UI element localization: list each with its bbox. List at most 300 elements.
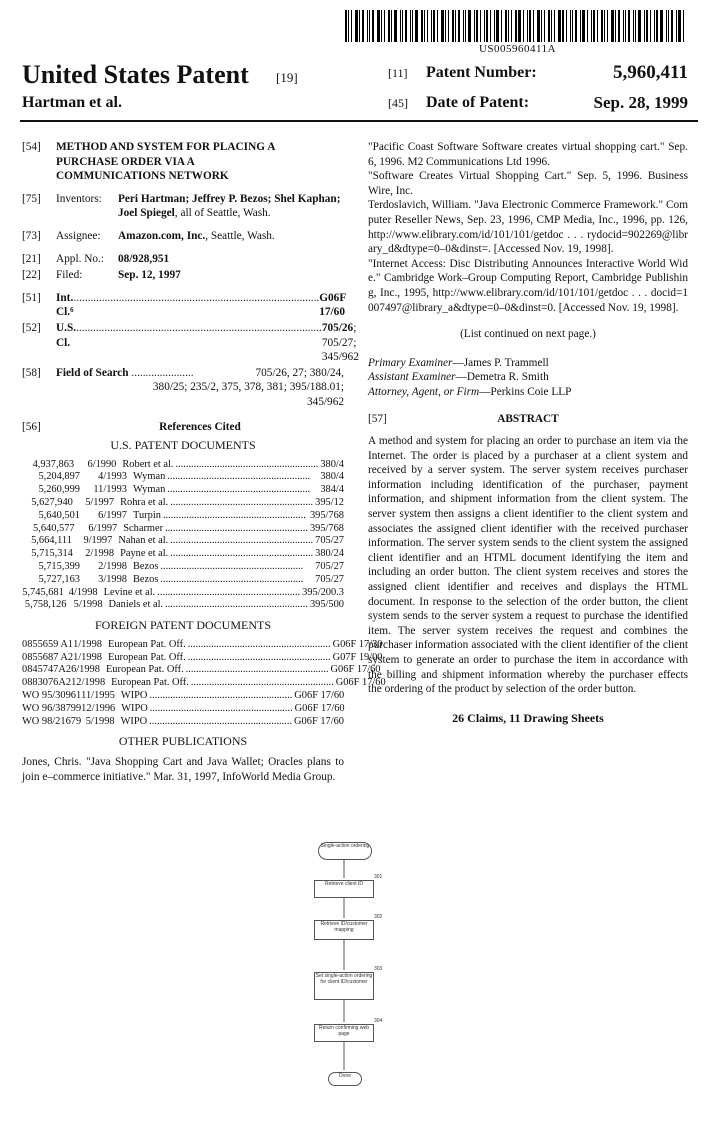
assistant-examiner <box>368 370 688 385</box>
field-label: Int. Cl.⁶ <box>56 291 74 319</box>
ref-class: G06F 17/60 <box>294 702 345 714</box>
barcode-bar <box>427 10 428 42</box>
leader-dots: ....................................................... <box>175 458 319 470</box>
ref-date: 4/1993 <box>98 471 127 483</box>
barcode-bar <box>660 10 663 42</box>
barcode-bar <box>597 10 598 42</box>
leader-dots: ....................................................... <box>157 586 301 598</box>
barcode <box>345 10 690 42</box>
field-label: Field of Search <box>56 366 129 379</box>
reference-row <box>22 471 344 484</box>
barcode-bar <box>476 10 478 42</box>
ref-number: 5,758,126 <box>24 599 67 611</box>
ref-number: 0883076A2 <box>22 677 72 689</box>
barcode-bar <box>644 10 645 42</box>
leader-dots: ....................................................... <box>165 522 308 534</box>
field-code: [54] <box>22 141 41 153</box>
barcode-bar <box>527 10 528 42</box>
leader-dots: ....................................................... <box>170 548 314 560</box>
field-label: Inventors: <box>56 192 102 205</box>
ref-date: 6/1990 <box>87 458 117 470</box>
patent-date: Sep. 28, 1999 <box>593 93 688 112</box>
barcode-bar <box>362 10 364 42</box>
barcode-bar <box>572 10 573 42</box>
barcode-bar <box>433 10 435 42</box>
barcode-bar <box>554 10 555 42</box>
ref-name: European Pat. Off. <box>107 638 186 650</box>
ref-date: 12/1998 <box>71 677 106 689</box>
ref-date: 5/1998 <box>73 599 103 611</box>
publication-entry: "Software Creates Virtual Shopping Cart." Sep. 5, 1996. Business Wire, Inc. <box>368 170 688 197</box>
barcode-bar <box>548 10 550 42</box>
ref-date: 11/1995 <box>81 690 115 702</box>
leader-dots: ....................................................... <box>187 651 331 663</box>
ref-number: 5,715,399 <box>38 561 80 573</box>
barcode-bar <box>515 10 517 42</box>
ref-date: 1/1998 <box>73 638 102 650</box>
barcode-bar <box>496 10 499 42</box>
authors: Hartman et al. <box>22 94 122 111</box>
step-number: 301 <box>374 874 383 880</box>
leader-dots: ....................................................... <box>167 484 311 496</box>
uscl-secondary: ; 705/27; 345/962 <box>321 321 359 364</box>
barcode-bar <box>544 10 545 42</box>
title-code: [19] <box>276 70 298 85</box>
reference-row <box>22 484 344 497</box>
bib-field-of-search <box>22 366 344 410</box>
ref-name: Bezos <box>133 573 159 585</box>
foreign-patents-list <box>22 638 386 729</box>
ref-number: 5,260,999 <box>38 484 80 496</box>
ref-date: 9/1997 <box>83 535 113 547</box>
barcode-bar <box>501 10 502 42</box>
ref-class: G06F 17/60 <box>330 664 381 676</box>
ref-class: 705/27 <box>315 535 344 547</box>
leader-dots: ....................................................... <box>149 690 293 702</box>
flowchart-step: Set single-action ordering for client ID/customer <box>314 972 374 1000</box>
ref-class: 395/500 <box>309 599 344 611</box>
examiner-label: Assistant Examiner <box>368 371 456 384</box>
inventor-names: Peri Hartman; Jeffrey P. Bezos; Shel Kaphan; Joel Spiegel <box>118 192 341 220</box>
ref-number: 0855687 A2 <box>22 651 74 663</box>
ref-date: 2/1998 <box>98 561 127 573</box>
ref-number: 5,715,314 <box>31 548 73 560</box>
ref-number: 4,937,863 <box>32 458 75 470</box>
fos-line: 345/962 <box>306 395 344 408</box>
barcode-bar <box>523 10 524 42</box>
bib-uscl <box>22 321 359 365</box>
reference-row <box>22 574 344 587</box>
field-code: [57] <box>368 412 387 425</box>
document-title: United States Patent <box>22 60 249 89</box>
reference-row <box>22 510 344 523</box>
reference-row <box>22 523 344 536</box>
examiner-name: —Demetra R. Smith <box>455 371 549 384</box>
ref-name: Levine et al. <box>103 586 156 598</box>
filed-date: Sep. 12, 1997 <box>118 269 181 282</box>
ref-date: 5/1997 <box>85 497 115 509</box>
ref-class: 380/24 <box>315 548 344 560</box>
leader-dots: ....................................................... <box>149 702 293 714</box>
ref-date: 6/1998 <box>71 664 100 676</box>
left-column <box>22 140 386 784</box>
barcode-bar <box>448 10 449 42</box>
barcode-bar <box>345 10 347 42</box>
ref-number: 0855659 A1 <box>22 638 74 650</box>
leader-dots: ....................................................... <box>165 599 308 611</box>
field-code: [58] <box>22 366 41 379</box>
title-line: COMMUNICATIONS NETWORK <box>56 170 229 183</box>
patent-number: 5,960,411 <box>613 62 688 83</box>
field-code: [56] <box>22 420 41 433</box>
date-code: [45] <box>388 96 408 110</box>
leader-dots: ....................................................... <box>160 561 304 573</box>
leader-dots: ....................................................... <box>190 677 334 689</box>
barcode-bar <box>625 10 626 42</box>
ref-class: 380/4 <box>320 471 344 483</box>
field-code: [21] <box>22 252 41 265</box>
barcode-bar <box>633 10 634 42</box>
appl-number: 08/928,951 <box>118 252 170 265</box>
ref-date: 6/1997 <box>98 509 127 521</box>
ref-number: WO 98/21679 <box>22 715 82 727</box>
barcode-bar <box>505 10 507 42</box>
barcode-bar <box>372 10 374 42</box>
bib-references <box>22 420 344 435</box>
barcode-bar <box>611 10 614 42</box>
field-code: [51] <box>22 291 41 304</box>
publication-entry: "Internet Access: Disc Distributing Announces Interactive World Wide." Cambridge Work–Group Computing Report, Cambridge Publishing, Inc., 1995, http://www.elibrary.com/id/101/101/getdoc . . . docid=1007497@library_a&dtype=0–0&dinst=0. [Accessed Nov. 19, 1998]. <box>368 257 688 314</box>
barcode-bar <box>369 10 370 42</box>
flowchart-figure <box>300 840 420 1100</box>
barcode-bar <box>551 10 552 42</box>
ref-class: 395/768 <box>309 522 344 534</box>
step-number: 302 <box>374 914 383 920</box>
barcode-bar <box>351 10 352 42</box>
barcode-bar <box>388 10 390 42</box>
flowchart-step: Retrieve ID/customer mapping <box>314 920 374 940</box>
reference-row <box>22 703 344 716</box>
barcode-bar <box>494 10 495 42</box>
barcode-bar <box>474 10 475 42</box>
ref-name: Wyman <box>133 484 166 496</box>
barcode-bar <box>415 10 418 42</box>
us-patents-list <box>22 459 344 613</box>
barcode-bar <box>678 10 681 42</box>
bib-assignee <box>22 229 344 244</box>
barcode-bar <box>486 10 488 42</box>
ref-class: 395/200.3 <box>302 586 344 598</box>
field-label: U.S. Cl. <box>56 321 77 349</box>
leader-dots: ....................................................... <box>167 471 311 483</box>
invention-title <box>56 140 344 184</box>
leader-dots: ....................................................... <box>160 573 304 585</box>
publication-entry: "Pacific Coast Software Software creates virtual shopping cart." Sep. 6, 1996. M2 Communications Ltd 1996. <box>368 141 688 168</box>
patent-number-label: Patent Number: <box>426 64 537 81</box>
ref-date: 12/1996 <box>81 702 116 714</box>
ref-name: WIPO <box>120 690 148 702</box>
ref-class: 705/27 <box>315 561 344 573</box>
bib-intcl <box>22 291 344 320</box>
barcode-bar <box>575 10 577 42</box>
ref-class: G06F 17/60 <box>335 677 386 689</box>
barcode-bar <box>394 10 397 42</box>
barcode-bar <box>650 10 651 42</box>
field-code: [22] <box>22 269 41 282</box>
barcode-bar <box>593 10 595 42</box>
ref-class: 384/4 <box>320 484 344 496</box>
barcode-bar <box>676 10 677 42</box>
barcode-bar <box>402 10 403 42</box>
publication-entry: Terdoslavich, William. "Java Electronic Commerce Framework." Computer Reseller News, Sep. 23, 1996, CMP Media, Inc., 1996, pp. 126, http://www.elibrary.com/id/101/101/getdoc . . . rydocid=902269@library_d&dtype=0–0&dinst=. [Accessed Nov. 19, 1998]. <box>368 199 688 256</box>
barcode-bar <box>683 10 684 42</box>
barcode-bar <box>400 10 401 42</box>
assignee-value <box>118 229 344 244</box>
barcode-bar <box>359 10 360 42</box>
primary-examiner <box>368 356 688 371</box>
ref-name: European Pat. Off. <box>105 664 184 676</box>
leader-dots: ...................... <box>128 366 194 379</box>
abstract-header <box>368 412 688 427</box>
barcode-bar <box>431 10 432 42</box>
barcode-bar <box>391 10 392 42</box>
flowchart-connectors <box>300 840 420 1100</box>
leader-dots: ....................................................................................... <box>76 321 322 334</box>
ref-class: G06F 17/30 <box>332 638 383 650</box>
reference-row <box>22 638 383 652</box>
barcode-bar <box>623 10 624 42</box>
barcode-bar <box>638 10 641 42</box>
ref-name: European Pat. Off. <box>111 677 189 689</box>
reference-row <box>22 561 344 574</box>
abstract-heading: ABSTRACT <box>497 412 559 425</box>
barcode-bar <box>377 10 380 42</box>
barcode-bar <box>367 10 368 42</box>
fos-line: 380/25; 235/2, 375, 378, 381; 395/188.01; <box>152 381 344 394</box>
barcode-bar <box>580 10 581 42</box>
ref-name: Scharmer <box>123 522 164 534</box>
barcode-bar <box>437 10 438 42</box>
barcode-bar <box>666 10 667 42</box>
barcode-bar <box>518 10 521 42</box>
field-code: [73] <box>22 229 41 242</box>
ref-date: 2/1998 <box>85 548 115 560</box>
inventors-value <box>118 192 344 221</box>
field-label: Appl. No.: <box>56 252 105 265</box>
barcode-bar <box>671 10 673 42</box>
barcode-bar <box>384 10 385 42</box>
assignee-name: Amazon.com, Inc. <box>118 229 206 242</box>
reference-row <box>22 716 344 729</box>
reference-row <box>22 548 344 561</box>
reference-row <box>22 677 386 690</box>
title-line: METHOD AND SYSTEM FOR PLACING A <box>56 141 276 153</box>
ref-number: 5,640,501 <box>38 509 80 521</box>
bib-inventors <box>22 192 344 221</box>
bib-title <box>22 140 344 184</box>
barcode-bar <box>646 10 648 42</box>
barcode-bar <box>591 10 592 42</box>
barcode-bar <box>405 10 407 42</box>
ref-class: 395/768 <box>309 509 344 521</box>
ref-name: European Pat. Off. <box>107 651 186 663</box>
ref-name: WIPO <box>121 702 148 714</box>
barcode-bar <box>582 10 585 42</box>
step-number: 304 <box>374 1018 383 1024</box>
reference-row <box>22 459 344 472</box>
step-number: 303 <box>374 966 383 972</box>
barcode-bar <box>355 10 358 42</box>
field-code: [52] <box>22 321 41 334</box>
other-publications-heading: OTHER PUBLICATIONS <box>118 734 248 749</box>
intcl-value: G06F 17/60 <box>319 291 346 319</box>
barcode-bar <box>465 10 466 42</box>
ref-number: 5,745,681 <box>22 586 64 598</box>
fos-line: 705/26, 27; 380/24, <box>255 366 344 379</box>
ref-number: 5,727,163 <box>38 573 80 585</box>
references-heading: References Cited <box>159 420 241 433</box>
barcode-bar <box>558 10 561 42</box>
ref-number: WO 95/30961 <box>22 690 82 702</box>
ref-number: WO 96/38799 <box>22 702 82 714</box>
barcode-bar <box>537 10 540 42</box>
barcode-bar <box>635 10 636 42</box>
ref-date: 11/1993 <box>93 484 127 496</box>
leader-dots: ....................................................... <box>185 664 329 676</box>
barcode-bar <box>654 10 655 42</box>
reference-row <box>22 587 344 600</box>
field-of-search <box>56 366 344 410</box>
flowchart-step: Retrieve client ID <box>314 880 374 898</box>
barcode-bar <box>441 10 444 42</box>
barcode-bar <box>468 10 471 42</box>
barcode-bar <box>601 10 603 42</box>
ref-number: 0845747A2 <box>22 664 72 676</box>
reference-row <box>22 690 344 703</box>
ref-name: Turpin <box>133 509 161 521</box>
ref-name: Nahan et al. <box>118 535 169 547</box>
ref-date: 4/1998 <box>68 586 98 598</box>
attorney-label: Attorney, Agent, or Firm <box>368 385 480 398</box>
barcode-bar <box>656 10 658 42</box>
barcode-bar <box>570 10 571 42</box>
date-label: Date of Patent: <box>426 94 530 111</box>
barcode-bar <box>562 10 564 42</box>
uscl-primary: 705/26 <box>321 321 354 334</box>
abstract-text: A method and system for placing an order to purchase an item via the Internet. The order is placed by a purchaser at a client system and received by a server system. The server system receives purchaser information including identification of the purchaser, payment information, and shipment information from the client system. The server system then assigns a client identifier to the client system and associates the assigned client identifier with the received purchaser information. The server system sends to the client system the assigned client identifier and an HTML document identifying the item and including an order button. The client system receives and stores the assigned client identifier and receives and displays the HTML document. In response to the selection of the order button, the client system sends to the server system a request to purchase the identified item. The server system receives the request and combines the purchaser information associated with the client identifier of the client system to generate an order to purchase the item in accordance with the billing and shipment information whereby the purchaser effects the ordering of the product by selection of the order button. <box>368 435 688 696</box>
flowchart-start: Single-action ordering <box>318 842 372 860</box>
ref-number: 5,640,577 <box>33 522 75 534</box>
barcode-bar <box>348 10 349 42</box>
barcode-bar <box>452 10 454 42</box>
barcode-bar <box>412 10 413 42</box>
us-patents-heading: U.S. PATENT DOCUMENTS <box>110 438 256 453</box>
barcode-bar <box>484 10 485 42</box>
barcode-bar <box>455 10 456 42</box>
bib-filed <box>22 268 344 283</box>
ref-class: G06F 17/60 <box>294 715 344 727</box>
barcode-bar <box>628 10 630 42</box>
barcode-bar <box>604 10 605 42</box>
barcode-bar <box>381 10 382 42</box>
right-column <box>368 140 688 725</box>
ref-class: 705/27 <box>315 573 344 585</box>
ref-name: WIPO <box>120 715 148 727</box>
examiner-name: —James P. Trammell <box>452 356 549 369</box>
barcode-bar <box>529 10 531 42</box>
reference-row <box>22 651 383 665</box>
ref-class: 380/4 <box>320 458 344 470</box>
barcode-bar <box>541 10 542 42</box>
inventor-location: , all of Seattle, Wash. <box>174 207 271 220</box>
leader-dots: ....................................................................................... <box>73 291 320 304</box>
barcode-bar <box>421 10 423 42</box>
barcode-bar <box>566 10 567 42</box>
reference-row <box>22 497 344 510</box>
bib-appl <box>22 252 344 267</box>
ref-class: G06F 17/60 <box>294 690 345 702</box>
foreign-patents-heading: FOREIGN PATENT DOCUMENTS <box>94 618 272 633</box>
barcode-bar <box>607 10 608 42</box>
header-divider <box>20 120 698 122</box>
barcode-bar <box>480 10 481 42</box>
barcode-bar <box>618 10 620 42</box>
barcode-bar <box>668 10 669 42</box>
barcode-bar <box>533 10 534 42</box>
field-label: Filed: <box>56 269 83 282</box>
examiner-label: Primary Examiner <box>368 356 453 369</box>
ref-number: 5,664,111 <box>31 535 72 547</box>
attorney <box>368 385 688 400</box>
ref-name: Payne et al. <box>120 548 169 560</box>
barcode-bar <box>615 10 616 42</box>
ref-class: G07F 19/00 <box>332 651 383 663</box>
barcode-bar <box>587 10 588 42</box>
leader-dots: ....................................................... <box>162 509 306 521</box>
reference-row <box>22 664 381 677</box>
barcode-bar <box>445 10 446 42</box>
ref-date: 3/1998 <box>98 573 127 585</box>
ref-number: 5,627,940 <box>31 497 73 509</box>
barcode-bar <box>463 10 464 42</box>
reference-row <box>22 535 344 548</box>
ref-class: 395/12 <box>315 497 344 509</box>
ref-name: Robert et al. <box>122 458 174 470</box>
ref-date: 1/1998 <box>73 651 102 663</box>
uscl-value <box>322 321 359 365</box>
leader-dots: ....................................................... <box>170 497 314 509</box>
publication-entry: Jones, Chris. "Java Shopping Cart and Java Wallet; Oracles plans to join e–commerce initiative." Mar. 31, 1997, InfoWorld Media Group. <box>22 756 344 783</box>
leader-dots: ....................................................... <box>170 535 314 547</box>
ref-number: 5,204,897 <box>38 471 80 483</box>
ref-date: 5/1998 <box>85 715 115 727</box>
barcode-bar <box>490 10 491 42</box>
ref-date: 6/1997 <box>88 522 118 534</box>
leader-dots: ....................................................... <box>187 638 331 650</box>
title-line: PURCHASE ORDER VIA A <box>56 155 195 168</box>
barcode-bar <box>508 10 509 42</box>
ref-name: Bezos <box>133 561 159 573</box>
barcode-bar <box>424 10 425 42</box>
reference-row <box>22 599 344 612</box>
flowchart-end: Done <box>328 1072 362 1086</box>
flowchart-step: Return confirming web page <box>314 1024 374 1042</box>
leader-dots: ....................................................... <box>149 715 293 727</box>
ref-name: Daniels et al. <box>108 599 164 611</box>
ref-name: Rohra et al. <box>120 497 169 509</box>
assignee-location: , Seattle, Wash. <box>205 229 275 242</box>
barcode-number: US005960411A <box>478 43 557 55</box>
